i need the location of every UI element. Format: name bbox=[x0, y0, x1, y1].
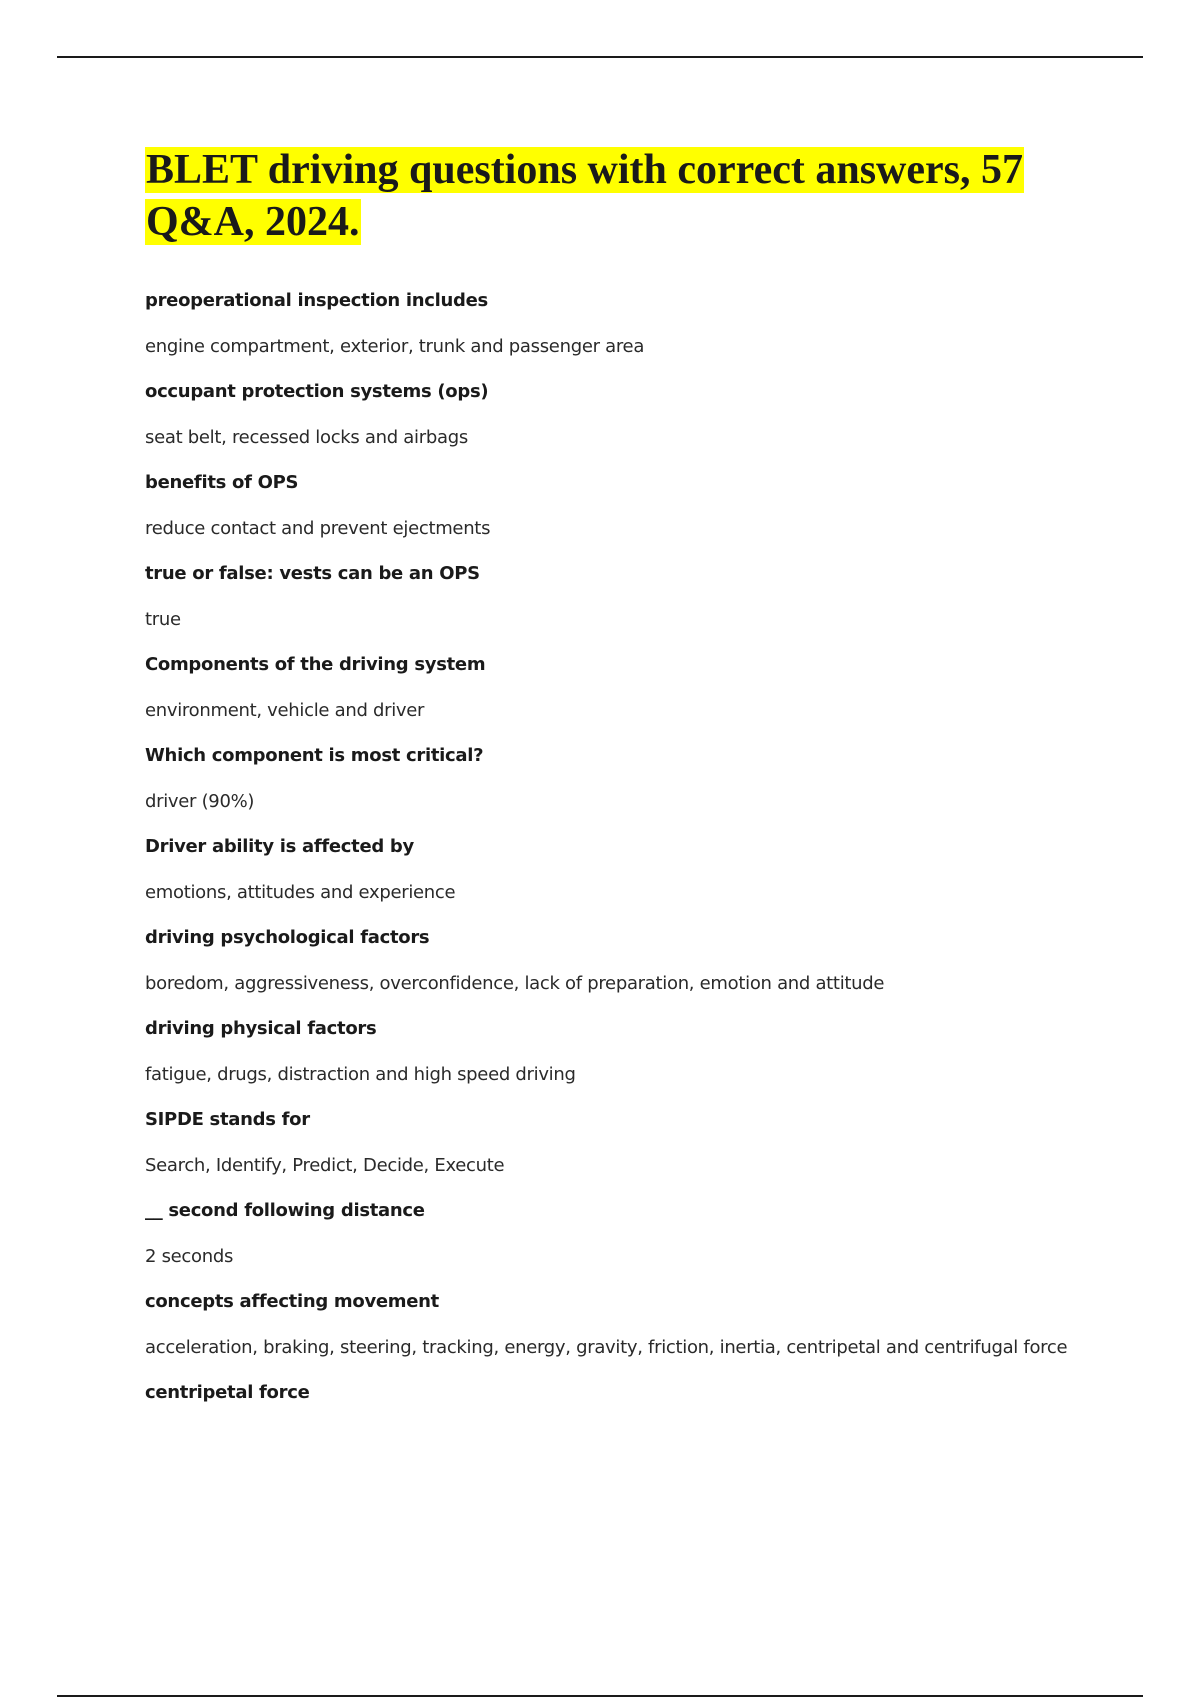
qa-item bbox=[145, 288, 1085, 360]
question-text: Components of the driving system bbox=[145, 654, 486, 675]
answer-text: engine compartment, exterior, trunk and passenger area bbox=[145, 335, 645, 357]
bottom-divider bbox=[57, 1695, 1143, 1697]
answer-text: Search, Identify, Predict, Decide, Execute bbox=[145, 1154, 505, 1176]
qa-list bbox=[145, 288, 1085, 1406]
title-highlight: BLET driving questions with correct answers, 57 Q&A, 2024. bbox=[146, 147, 1023, 245]
question-text: benefits of OPS bbox=[145, 472, 299, 493]
answer-text: emotions, attitudes and experience bbox=[145, 881, 456, 903]
question-text: centripetal force bbox=[145, 1382, 310, 1403]
answer-text: boredom, aggressiveness, overconfidence, lack of preparation, emotion and attitude bbox=[145, 972, 885, 994]
qa-item bbox=[145, 1380, 1085, 1406]
qa-item bbox=[145, 379, 1085, 451]
question-text: concepts affecting movement bbox=[145, 1291, 439, 1312]
qa-item bbox=[145, 1016, 1085, 1088]
answer-text: acceleration, braking, steering, tracking, energy, gravity, friction, inertia, centripetal and centrifugal force bbox=[145, 1336, 1068, 1358]
question-text: Which component is most critical? bbox=[145, 745, 484, 766]
answer-text: true bbox=[145, 608, 181, 630]
question-text: __ second following distance bbox=[145, 1200, 425, 1221]
answer-text: fatigue, drugs, distraction and high speed driving bbox=[145, 1063, 576, 1085]
question-text: driving physical factors bbox=[145, 1018, 377, 1039]
answer-text: 2 seconds bbox=[145, 1245, 234, 1267]
answer-text: seat belt, recessed locks and airbags bbox=[145, 426, 468, 448]
qa-item bbox=[145, 743, 1085, 815]
qa-item bbox=[145, 470, 1085, 542]
answer-text: environment, vehicle and driver bbox=[145, 699, 425, 721]
qa-item bbox=[145, 1289, 1085, 1361]
question-text: true or false: vests can be an OPS bbox=[145, 563, 480, 584]
question-text: occupant protection systems (ops) bbox=[145, 381, 489, 402]
answer-text: driver (90%) bbox=[145, 790, 255, 812]
document-title bbox=[145, 144, 1085, 248]
question-text: Driver ability is affected by bbox=[145, 836, 414, 857]
qa-item bbox=[145, 561, 1085, 633]
qa-item bbox=[145, 1107, 1085, 1179]
document-body bbox=[145, 144, 1085, 1426]
question-text: preoperational inspection includes bbox=[145, 290, 488, 311]
qa-item bbox=[145, 1198, 1085, 1270]
qa-item bbox=[145, 834, 1085, 906]
question-text: SIPDE stands for bbox=[145, 1109, 310, 1130]
top-divider bbox=[57, 56, 1143, 58]
qa-item bbox=[145, 925, 1085, 997]
question-text: driving psychological factors bbox=[145, 927, 430, 948]
answer-text: reduce contact and prevent ejectments bbox=[145, 517, 491, 539]
qa-item bbox=[145, 652, 1085, 724]
